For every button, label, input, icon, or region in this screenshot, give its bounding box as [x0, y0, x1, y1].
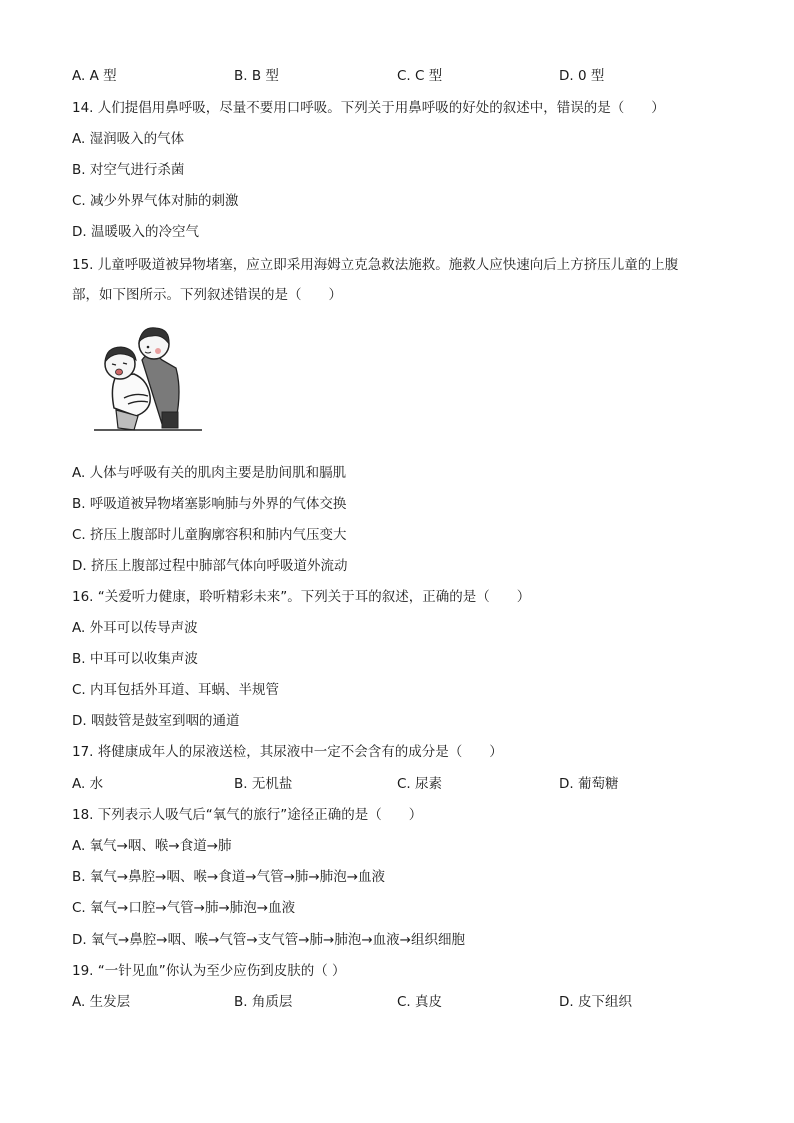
q18-option-a: A. 氧气→咽、喉→食道→肺	[72, 838, 232, 854]
q15-option-b: B. 呼吸道被异物堵塞影响肺与外界的气体交换	[72, 496, 347, 512]
q14-stem: 14. 人们提倡用鼻呼吸，尽量不要用口呼吸。下列关于用鼻呼吸的好处的叙述中，错误的是（ ）	[72, 100, 665, 116]
q19-option-a: A. 生发层	[72, 994, 131, 1010]
q19-option-b: B. 角质层	[234, 994, 293, 1010]
q18-option-b: B. 氧气→鼻腔→咽、喉→食道→气管→肺→肺泡→血液	[72, 869, 386, 885]
q16-option-a: A. 外耳可以传导声波	[72, 620, 198, 636]
q15-stem-line1: 15. 儿童呼吸道被异物堵塞，应立即采用海姆立克急救法施救。施救人应快速向后上方挤压儿童的上腹	[72, 257, 679, 273]
q18-option-c: C. 氧气→口腔→气管→肺→肺泡→血液	[72, 900, 296, 916]
heimlich-maneuver-illustration	[90, 320, 205, 435]
q16-option-c: C. 内耳包括外耳道、耳蜗、半规管	[72, 682, 280, 698]
q19-stem: 19. “一针见血”你认为至少应伤到皮肤的（ ）	[72, 963, 346, 979]
q14-option-d: D. 温暖吸入的冷空气	[72, 224, 199, 240]
q15-option-d: D. 挤压上腹部过程中肺部气体向呼吸道外流动	[72, 558, 348, 574]
q16-stem: 16. “关爱听力健康，聆听精彩未来”。下列关于耳的叙述，正确的是（ ）	[72, 589, 531, 605]
q14-option-b: B. 对空气进行杀菌	[72, 162, 185, 178]
q17-option-d: D. 葡萄糖	[559, 776, 619, 792]
q17-option-c: C. 尿素	[397, 776, 443, 792]
q18-stem: 18. 下列表示人吸气后“氧气的旅行”途径正确的是（ ）	[72, 807, 423, 823]
q17-option-b: B. 无机盐	[234, 776, 293, 792]
q13-option-b: B. B 型	[234, 68, 279, 84]
q14-option-c: C. 减少外界气体对肺的刺激	[72, 193, 239, 209]
q16-option-b: B. 中耳可以收集声波	[72, 651, 198, 667]
q17-stem: 17. 将健康成年人的尿液送检，其尿液中一定不会含有的成分是（ ）	[72, 744, 503, 760]
q14-option-a: A. 湿润吸入的气体	[72, 131, 185, 147]
q15-option-c: C. 挤压上腹部时儿童胸廓容积和肺内气压变大	[72, 527, 347, 543]
q19-option-c: C. 真皮	[397, 994, 443, 1010]
q13-option-a: A. A 型	[72, 68, 117, 84]
q18-option-d: D. 氧气→鼻腔→咽、喉→气管→支气管→肺→肺泡→血液→组织细胞	[72, 932, 465, 948]
q16-option-d: D. 咽鼓管是鼓室到咽的通道	[72, 713, 240, 729]
q13-option-c: C. C 型	[397, 68, 443, 84]
q15-stem-line2: 部，如下图所示。下列叙述错误的是（ ）	[72, 287, 342, 303]
q19-option-d: D. 皮下组织	[559, 994, 632, 1010]
q17-option-a: A. 水	[72, 776, 104, 792]
q15-option-a: A. 人体与呼吸有关的肌肉主要是肋间肌和膈肌	[72, 465, 347, 481]
q13-option-d: D. 0 型	[559, 68, 605, 84]
